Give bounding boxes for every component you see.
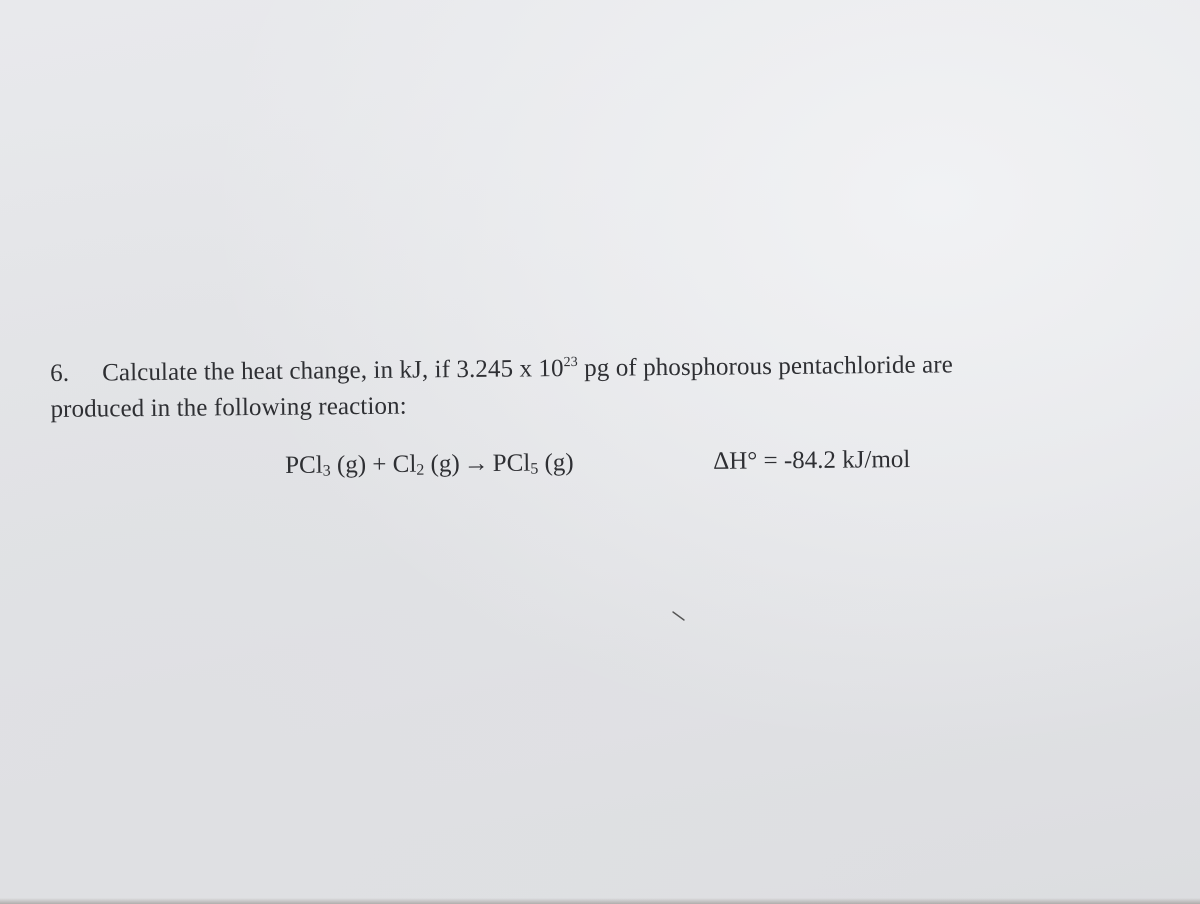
question-6 <box>50 345 1151 428</box>
paper-edge-shadow <box>0 898 1200 904</box>
reactant-cl2-subscript: 2 <box>416 461 425 479</box>
question-text-part-1: Calculate the heat change, in kJ, if 3.245 x 10 <box>102 355 564 387</box>
product-pcl5: PCl <box>492 449 531 478</box>
product-pcl5-subscript: 5 <box>530 460 539 478</box>
question-number: 6. <box>50 359 70 387</box>
reactant-pcl3-subscript: 3 <box>322 462 331 480</box>
equation-row <box>285 441 985 484</box>
reactant-cl2: (g) + Cl <box>330 450 417 479</box>
enthalpy-value: ΔH° = -84.2 kJ/mol <box>713 445 911 475</box>
pen-mark-icon <box>672 611 686 623</box>
product-pcl5-state: (g) <box>538 449 574 477</box>
question-line-2: produced in the following reaction: <box>50 392 407 423</box>
reactant-cl2-state: (g) <box>424 450 460 478</box>
reaction-arrow-icon: → <box>463 450 489 478</box>
chemical-equation <box>285 445 574 484</box>
exponent: 23 <box>563 354 578 371</box>
question-text-part-2: pg of phosphorous pentachloride are <box>577 351 954 382</box>
reactant-pcl3: PCl <box>285 451 323 479</box>
